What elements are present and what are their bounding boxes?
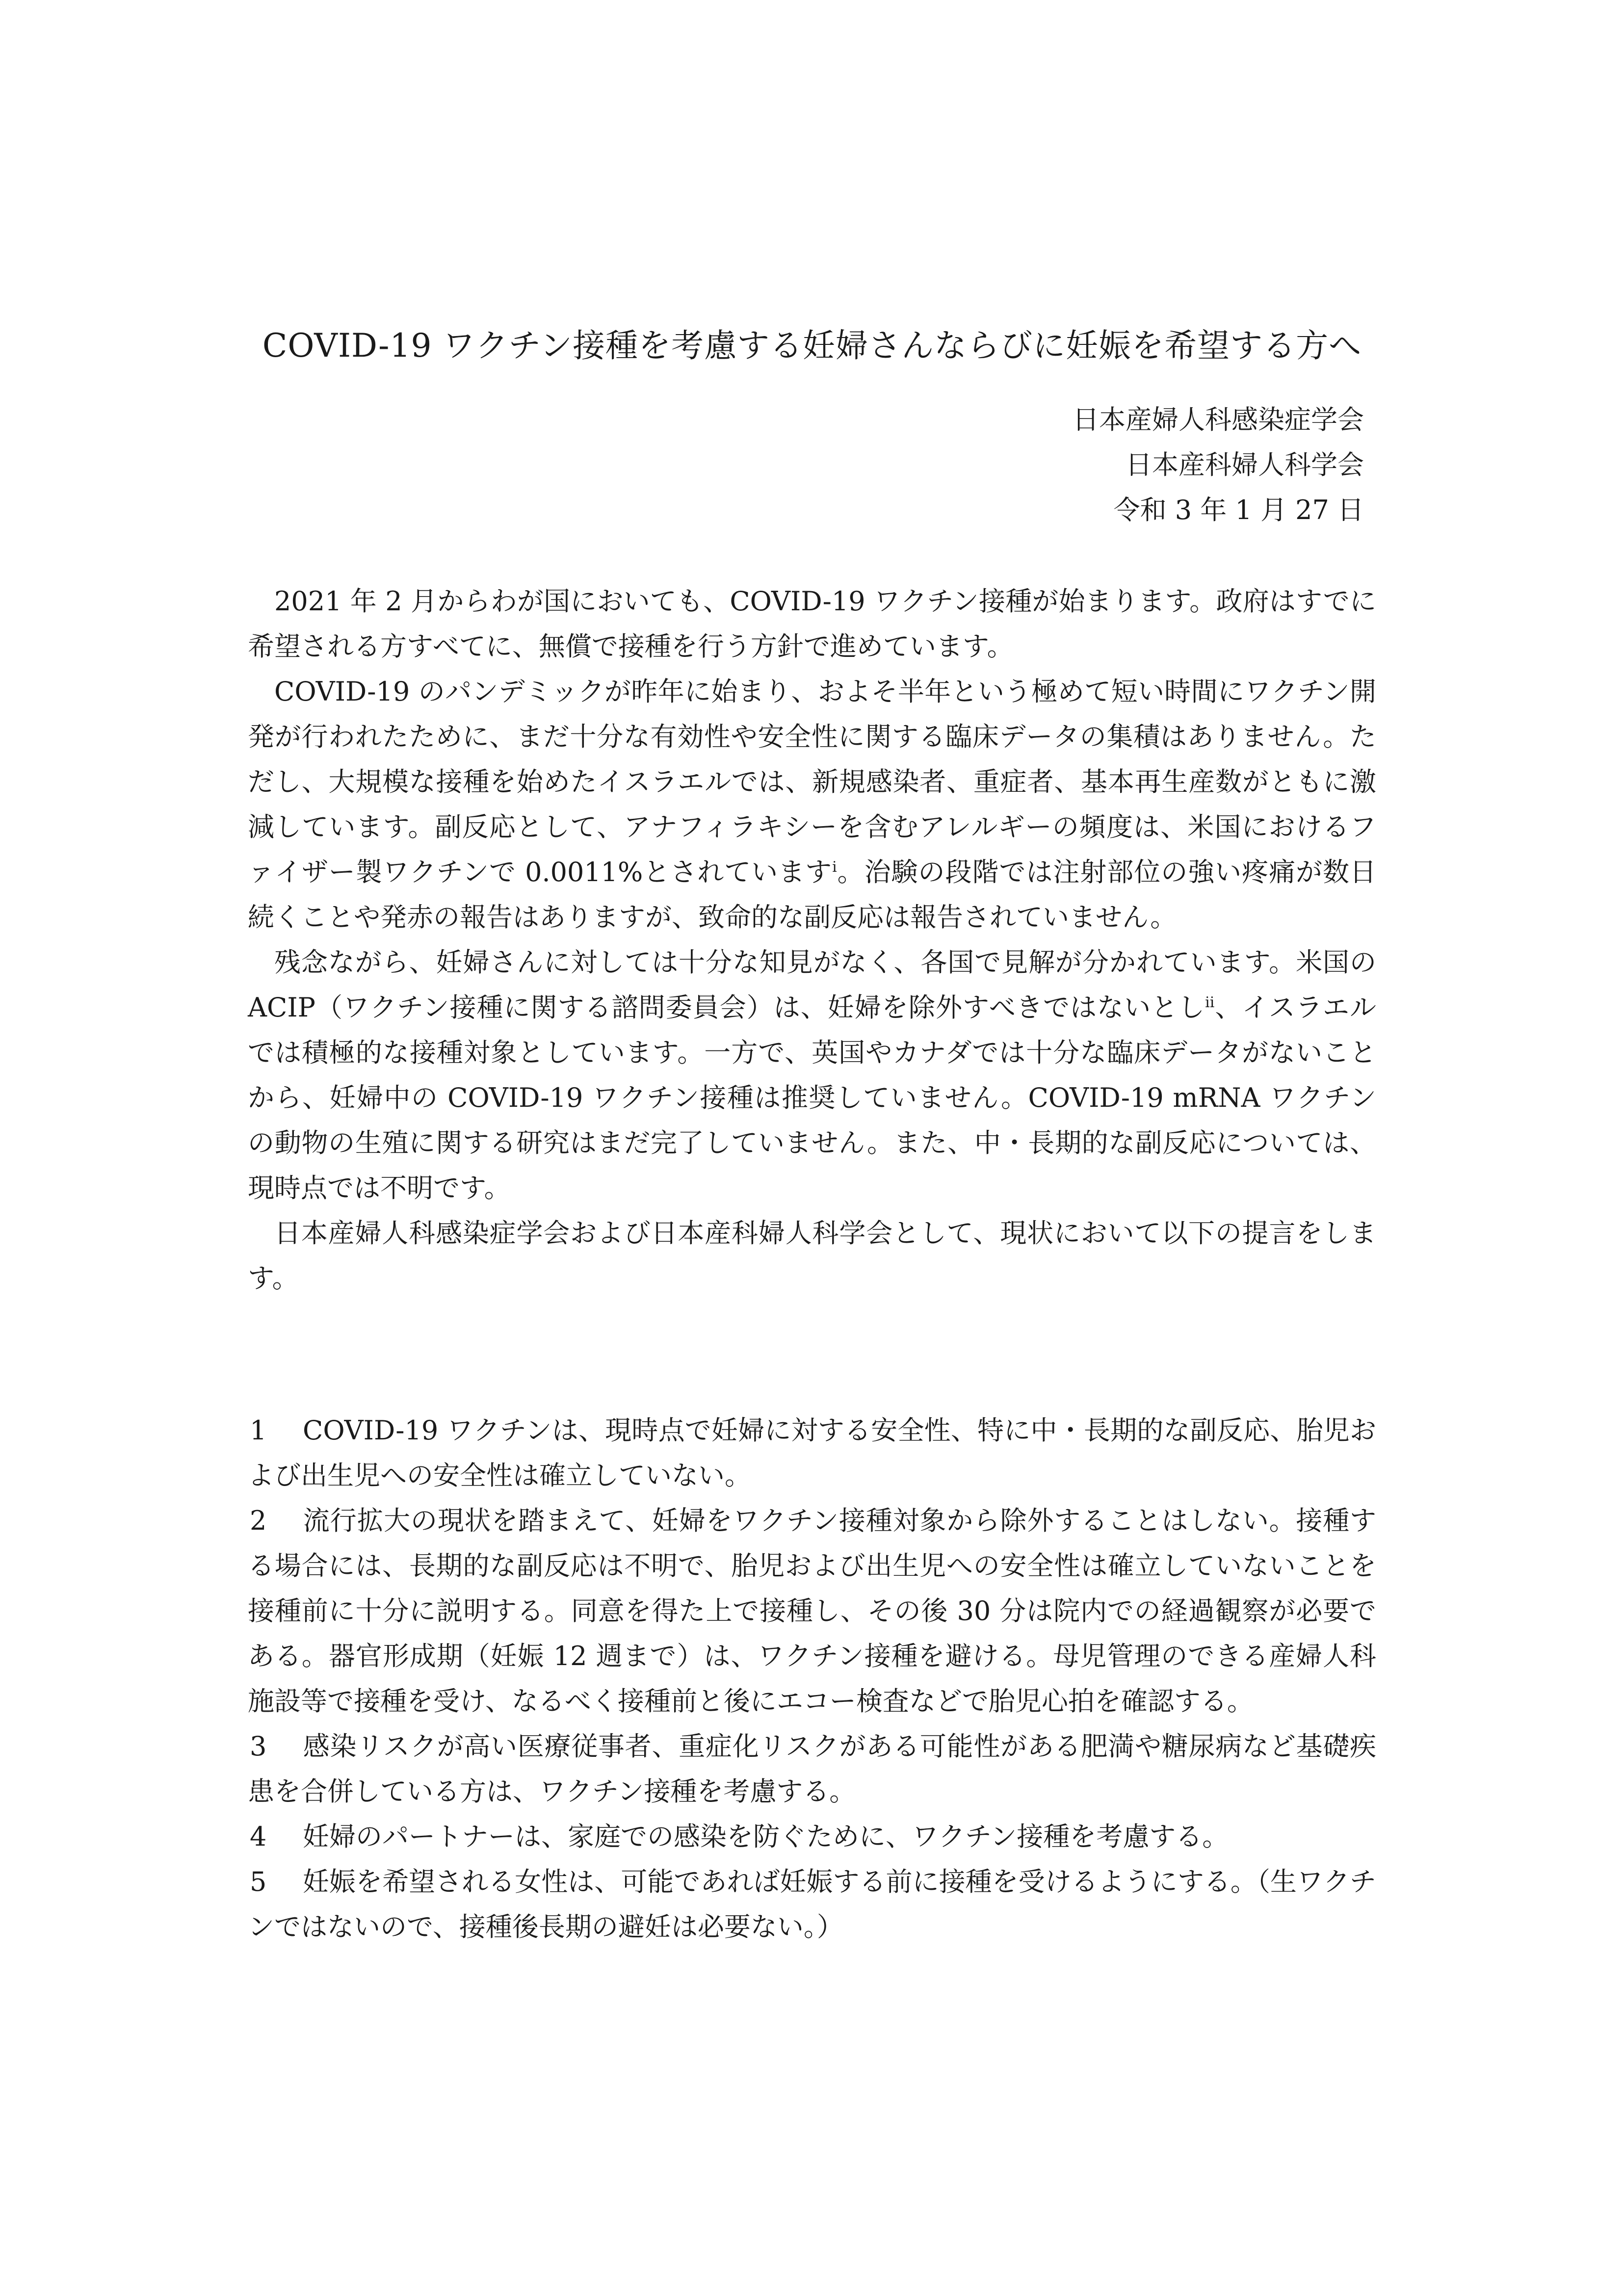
issue-date: 令和 3 年 1 月 27 日 [1113,495,1364,525]
recommendation-text: 妊婦のパートナーは、家庭での感染を防ぐために、ワクチン接種を考慮する。 [303,1821,1229,1852]
paragraph-background [248,669,1376,940]
recommendation-item [248,1724,1376,1814]
recommendation-number: 4 [250,1821,267,1852]
paragraph-proposal-intro: 日本産婦人科感染症学会および日本産科婦人科学会として、現状において以下の提言をします。 [248,1218,1376,1294]
paragraph-intro: 2021 年 2 月からわが国においても、COVID-19 ワクチン接種が始まります。政府はすでに希望される方すべてに、無償で接種を行う方針で進めています。 [248,586,1376,662]
recommendation-number: 5 [250,1866,267,1897]
document-title: COVID-19 ワクチン接種を考慮する妊婦さんならびに妊娠を希望する方へ [262,327,1362,365]
recommendation-list [248,1408,1376,1950]
paragraph-background-part1: COVID-19 のパンデミックが昨年に始まり、およそ半年という極めて短い時間にワクチン開発が行われたために、まだ十分な有効性や安全性に関する臨床データの集積はありません。ただし、大規模な接種を始めたイスラエルでは、新規感染者、重症者、基本再生産数がともに激減しています。副反応として、アナフィラキシーを含むアレルギーの頻度は、米国におけるファイザー製ワクチンで 0.0011%とされています [248,676,1376,887]
paragraph-background-part2: 。治験の段階では注射部位の強い疼痛が数日続くことや発赤の報告はありますが、致命的な副反応は報告されていません。 [248,857,1376,933]
paragraph-pregnancy-part1: 残念ながら、妊婦さんに対しては十分な知見がなく、各国で見解が分かれています。米国の ACIP（ワクチン接種に関する諮問委員会）は、妊婦を除外すべきではないとし [248,947,1376,1023]
recommendation-item [248,1408,1376,1498]
footnote-ref-i: i [832,859,837,876]
recommendation-text: 感染リスクが高い医療従事者、重症化リスクがある可能性がある肥満や糖尿病など基礎疾患を合併している方は、ワクチン接種を考慮する。 [248,1731,1376,1807]
recommendation-number: 1 [250,1415,267,1446]
recommendation-text: COVID-19 ワクチンは、現時点で妊婦に対する安全性、特に中・長期的な副反応、胎児および出生児への安全性は確立していない。 [248,1415,1376,1491]
paragraph-pregnancy-part2: 、イスラエルでは積極的な接種対象としています。一方で、英国やカナダでは十分な臨床データがないことから、妊婦中の COVID-19 ワクチン接種は推奨していません。COVID-19 mRNA ワクチンの動物の生殖に関する研究はまだ完了していません。また、中・長期的な副反応については、現時点では不明です。 [248,992,1376,1203]
signature-block [1073,397,1364,533]
recommendation-item [248,1814,1376,1859]
recommendation-text: 流行拡大の現状を踏まえて、妊婦をワクチン接種対象から除外することはしない。接種する場合には、長期的な副反応は不明で、胎児および出生児への安全性は確立していないことを接種前に十分に説明する。同意を得た上で接種し、その後 30 分は院内での経過観察が必要である。器官形成期（妊娠 12 週まで）は、ワクチン接種を避ける。母児管理のできる産婦人科施設等で接種を受け、なるべく接種前と後にエコー検査などで胎児心拍を確認する。 [248,1505,1376,1717]
recommendation-number: 3 [250,1731,267,1762]
document-body [248,579,1376,1301]
org-jsog: 日本産科婦人科学会 [1126,449,1364,480]
footnote-ref-ii: ii [1205,994,1215,1011]
recommendation-item [248,1859,1376,1950]
org-infectious-disease-society: 日本産婦人科感染症学会 [1073,404,1364,435]
paragraph-pregnancy [248,940,1376,1211]
recommendation-text: 妊娠を希望される女性は、可能であれば妊娠する前に接種を受けるようにする。（生ワクチンではないので、接種後長期の避妊は必要ない。） [248,1866,1376,1942]
recommendation-item [248,1498,1376,1724]
recommendation-number: 2 [250,1505,267,1536]
